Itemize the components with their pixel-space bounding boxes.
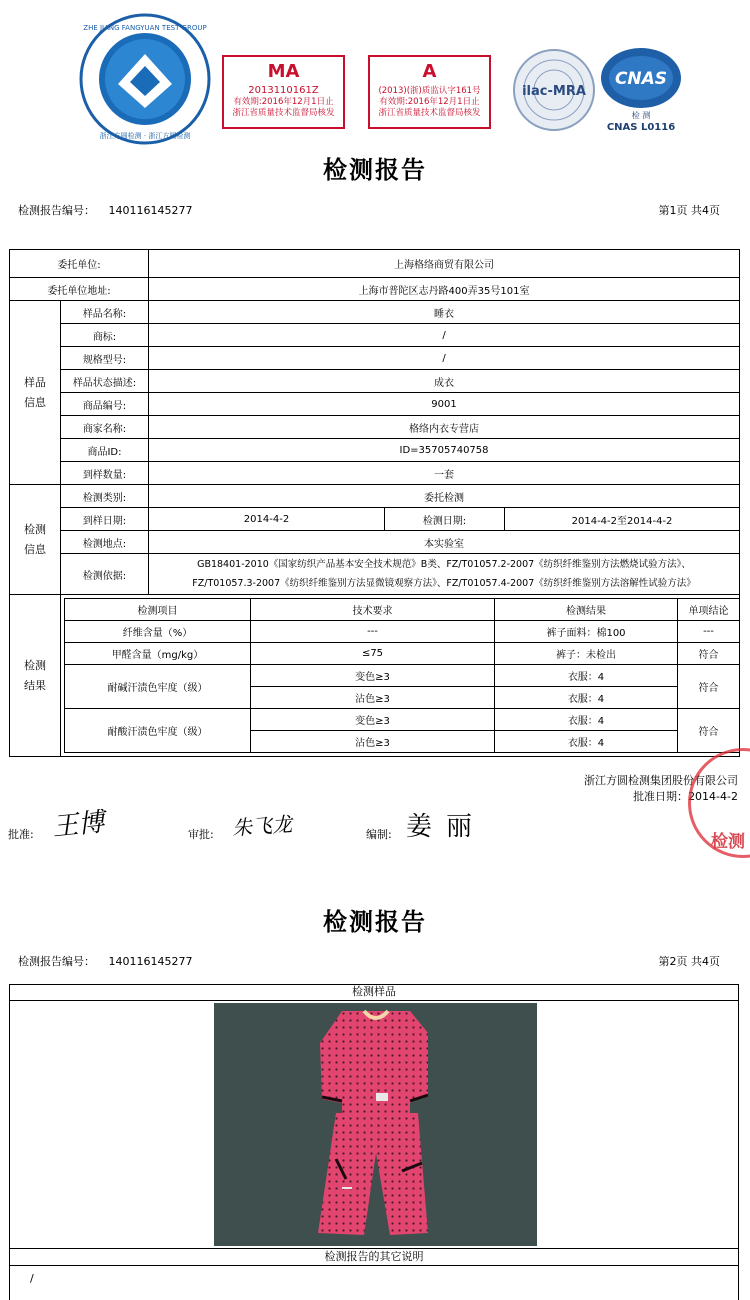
report-no-value: 140116145277	[108, 204, 193, 217]
test-type-label: 检测类别:	[61, 485, 149, 508]
ilac-mra-logo	[512, 48, 596, 132]
issuer: 浙江方圆检测集团股份有限公司	[584, 774, 738, 787]
basis-line-1: GB18401-2010《国家纺织产品基本安全技术规范》B类、FZ/T01057.2-2007《纺织纤维鉴别方法燃烧试验方法》、	[197, 559, 691, 570]
sample-label: 样品名称:	[61, 301, 149, 324]
sample-label: 商标:	[61, 324, 149, 347]
result-cell	[61, 595, 740, 757]
sample-value: ID=35705740758	[149, 439, 740, 462]
seal-stamp-text: 检测	[711, 832, 745, 852]
location-label: 检测地点:	[61, 531, 149, 554]
review-sign-label: 审批:	[188, 828, 214, 841]
sample-value: 一套	[149, 462, 740, 485]
arrival-date-value: 2014-4-2	[149, 508, 385, 531]
result-verdict: 符合	[678, 643, 740, 665]
other-notes-header: 检测报告的其它说明	[9, 1248, 739, 1266]
ca-mark: A	[422, 61, 437, 82]
sample-value: 睡衣	[149, 301, 740, 324]
test-date-label: 检测日期:	[385, 508, 505, 531]
approve-date-label: 批准日期：	[633, 790, 689, 803]
page1-report-no	[18, 202, 192, 218]
sample-value: /	[149, 324, 740, 347]
other-notes-value: /	[30, 1272, 34, 1285]
result-requirement: ---	[251, 621, 495, 643]
sample-value: 成衣	[149, 370, 740, 393]
ilac-text: ilac-MRA	[522, 84, 586, 99]
result-verdict: 符合	[678, 709, 740, 753]
report-no-label: 检测报告编号：	[18, 955, 95, 968]
sample-value: /	[149, 347, 740, 370]
edit-signature: 姜丽	[406, 812, 487, 842]
sample-value: 9001	[149, 393, 740, 416]
sample-photo	[214, 1003, 537, 1246]
basis-line-2: FZ/T01057.3-2007《纺织纤维鉴别方法显微镜观察方法》、FZ/T01057.4-2007《纺织纤维鉴别方法溶解性试验方法》	[192, 578, 696, 589]
result-item: 耐酸汗渍色牢度（级）	[65, 709, 251, 753]
client-value: 上海格络商贸有限公司	[149, 250, 740, 278]
ca-line1: (2013)(浙)质监认字161号	[378, 86, 481, 96]
basis-value	[149, 554, 740, 595]
cnas-mark: CNAS	[614, 69, 668, 89]
cnas-logo	[596, 44, 686, 134]
result-value: 衣服：4	[495, 709, 678, 731]
sample-label: 商品编号:	[61, 393, 149, 416]
approve-sign-label: 批准:	[8, 828, 34, 841]
result-value: 衣服：4	[495, 687, 678, 709]
sample-label: 商家名称:	[61, 416, 149, 439]
cma-line2: 有效期:2016年12月1日止	[233, 97, 334, 107]
report-no-label: 检测报告编号：	[18, 204, 95, 217]
cnas-code: CNAS L0116	[606, 122, 676, 133]
result-header: 检测项目	[65, 599, 251, 621]
cma-stamp-logo	[222, 55, 345, 129]
test-type-value: 委托检测	[149, 485, 740, 508]
result-requirement: 沾色≥3	[251, 731, 495, 753]
ca-line3: 浙江省质量技术监督局核发	[378, 108, 481, 118]
result-value: 裤子：未检出	[495, 643, 678, 665]
location-value: 本实验室	[149, 531, 740, 554]
result-value: 衣服：4	[495, 731, 678, 753]
pajama-image	[214, 1003, 537, 1246]
page2-title: 检测报告	[323, 908, 427, 936]
client-label: 委托单位:	[10, 250, 149, 278]
result-requirement: 沾色≥3	[251, 687, 495, 709]
result-verdict: ---	[678, 621, 740, 643]
certification-logos	[0, 0, 750, 145]
test-info-group-label: 检测 信息	[10, 485, 61, 595]
page2-page-info: 第2页 共4页	[658, 955, 720, 968]
fangyuan-round-seal-logo	[78, 12, 212, 146]
address-value: 上海市普陀区志丹路400弄35号101室	[149, 278, 740, 301]
result-value: 衣服：4	[495, 665, 678, 687]
basis-label: 检测依据:	[61, 554, 149, 595]
sample-label: 规格型号:	[61, 347, 149, 370]
result-value: 裤子面料：棉100	[495, 621, 678, 643]
edit-sign-label: 编制:	[366, 828, 392, 841]
report-table	[9, 249, 740, 757]
sample-info-group-label: 样品 信息	[10, 301, 61, 485]
cma-line1: 2013110161Z	[248, 85, 319, 96]
sample-label: 到样数量:	[61, 462, 149, 485]
result-item: 耐碱汗渍色牢度（级）	[65, 665, 251, 709]
result-verdict: 符合	[678, 665, 740, 709]
result-table	[64, 598, 740, 753]
arrival-date-label: 到样日期:	[61, 508, 149, 531]
result-header: 检测结果	[495, 599, 678, 621]
approve-date-value: 2014-4-2	[688, 790, 738, 803]
result-requirement: 变色≥3	[251, 709, 495, 731]
result-header: 技术要求	[251, 599, 495, 621]
address-label: 委托单位地址:	[10, 278, 149, 301]
report-no-value: 140116145277	[108, 955, 193, 968]
seal-text-top: ZHE JIANG FANGYUAN TEST GROUP	[83, 24, 207, 32]
result-requirement: 变色≥3	[251, 665, 495, 687]
result-header: 单项结论	[678, 599, 740, 621]
result-item: 纤维含量（%）	[65, 621, 251, 643]
cnas-sub: 检 测	[631, 111, 651, 120]
ca-stamp-logo	[368, 55, 491, 129]
approve-signature: 王博	[50, 807, 106, 843]
company-seal-stamp	[688, 748, 750, 858]
ca-line2: 有效期:2016年12月1日止	[379, 97, 480, 107]
result-group-label: 检测 结果	[10, 595, 61, 757]
cma-mark: MA	[267, 61, 300, 82]
page1-page-info: 第1页 共4页	[658, 204, 720, 217]
review-signature: 朱飞龙	[231, 811, 293, 841]
result-item: 甲醛含量（mg/kg）	[65, 643, 251, 665]
sample-value: 格络内衣专营店	[149, 416, 740, 439]
test-date-value: 2014-4-2至2014-4-2	[505, 508, 740, 531]
result-requirement: ≤75	[251, 643, 495, 665]
sample-label: 样品状态描述:	[61, 370, 149, 393]
seal-text-bottom: 浙江方圆检测 · 浙江方圆检测	[99, 132, 191, 140]
page2-report-no	[18, 953, 192, 969]
cma-line3: 浙江省质量技术监督局核发	[232, 108, 335, 118]
sample-label: 商品ID:	[61, 439, 149, 462]
sample-photo-header: 检测样品	[9, 984, 739, 1001]
page1-title: 检测报告	[323, 156, 427, 184]
